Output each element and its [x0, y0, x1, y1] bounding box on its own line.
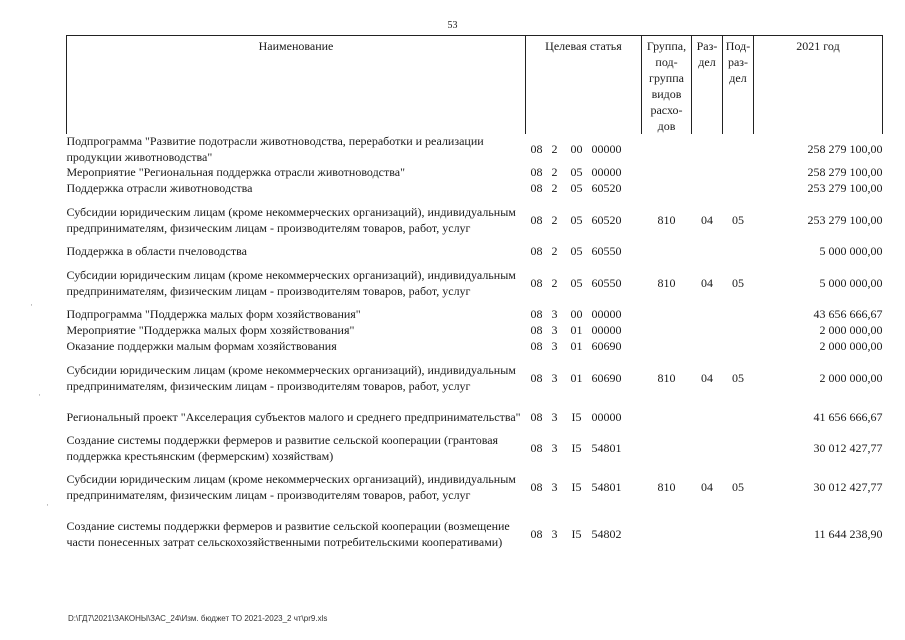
row-group: [642, 165, 692, 181]
target-article-part: 08: [530, 275, 543, 290]
row-section: 04: [701, 480, 713, 495]
table-header-row: [67, 36, 883, 135]
row-subsection: [723, 339, 754, 355]
row-name: Поддержка отрасли животноводства: [66, 181, 253, 196]
target-article-part: 54801: [591, 440, 622, 455]
table-row: [67, 433, 883, 464]
row-name: Субсидии юридическим лицам (кроме некоммерческих организаций), индивидуальным предпринимателям, физическим лицам - производителям товаров, работ, услуг: [66, 268, 516, 298]
row-name: Подпрограмма "Развитие подотрасли животноводства, переработки и реализации продукции животноводства": [66, 134, 484, 164]
row-subsection: [723, 165, 754, 181]
target-article-part: 3: [551, 409, 558, 424]
row-group: 810: [657, 370, 676, 385]
target-article-part: 3: [551, 323, 558, 338]
row-subsection: 05: [732, 370, 744, 385]
row-amount: 11 644 238,90: [813, 527, 883, 542]
target-article-part: 00000: [591, 323, 622, 338]
target-article-part: 2: [551, 275, 558, 290]
row-amount: 2 000 000,00: [819, 323, 883, 338]
table-row: [67, 402, 883, 433]
table-row: [67, 464, 883, 511]
target-article-part: 60550: [591, 244, 622, 259]
target-article-part: 00000: [591, 165, 622, 180]
row-subsection: [723, 307, 754, 323]
row-amount: 258 279 100,00: [807, 141, 883, 156]
row-group: [642, 511, 692, 558]
row-target-article: [526, 244, 642, 260]
target-article-part: 08: [530, 527, 543, 542]
row-group: [642, 134, 692, 165]
row-section: [692, 511, 723, 558]
row-subsection: 05: [732, 480, 744, 495]
target-article-part: I5: [571, 480, 582, 495]
row-section: [692, 402, 723, 433]
file-path-footer: D:\ГД7\2021\ЗАКОНЫ\ЗАС_24\Изм. бюджет ТО 2021-2023_2 чт\pr9.xls: [68, 614, 328, 623]
target-article-part: 08: [530, 440, 543, 455]
row-amount: 5 000 000,00: [819, 244, 883, 259]
budget-table-wrapper: [66, 35, 883, 558]
row-amount: 253 279 100,00: [807, 181, 883, 196]
row-name: Субсидии юридическим лицам (кроме некоммерческих организаций), индивидуальным предпринимателям, физическим лицам - производителям товаров, работ, услуг: [66, 472, 516, 502]
row-name: Подпрограмма "Поддержка малых форм хозяйствования": [66, 307, 361, 322]
target-article-part: 08: [530, 165, 543, 180]
target-article-part: 3: [551, 339, 558, 354]
row-subsection: [723, 134, 754, 165]
row-target-article: [526, 464, 642, 511]
target-article-part: 3: [551, 307, 558, 322]
target-article-part: 60550: [591, 275, 622, 290]
target-article-part: I5: [571, 527, 582, 542]
target-article-part: 01: [570, 339, 583, 354]
row-name: Оказание поддержки малым формам хозяйствования: [66, 339, 337, 354]
target-article-part: 2: [551, 244, 558, 259]
row-name: Создание системы поддержки фермеров и развитие сельской кооперации (грантовая поддержка крестьянским (фермерским) хозяйствам): [66, 433, 499, 463]
target-article-part: 00000: [591, 307, 622, 322]
target-article-part: 3: [551, 370, 558, 385]
table-row: [67, 181, 883, 197]
row-group: [642, 433, 692, 464]
table-row: [67, 307, 883, 323]
target-article-part: 08: [530, 370, 543, 385]
target-article-part: 00000: [591, 409, 622, 424]
target-article-part: 60690: [591, 339, 622, 354]
row-group: [642, 181, 692, 197]
header-year: 2021 год: [754, 36, 883, 135]
row-subsection: [723, 181, 754, 197]
table-row: [67, 355, 883, 402]
row-section: [692, 181, 723, 197]
target-article-part: 05: [570, 181, 583, 196]
row-target-article: [526, 307, 642, 323]
row-target-article: [526, 339, 642, 355]
row-subsection: [723, 433, 754, 464]
table-row: [67, 134, 883, 165]
table-row: [67, 260, 883, 307]
row-amount: 2 000 000,00: [819, 339, 883, 354]
target-article-part: 2: [551, 141, 558, 156]
target-article-part: 05: [570, 165, 583, 180]
page-number: 53: [447, 20, 458, 31]
margin-mark: ·: [46, 500, 49, 510]
row-group: [642, 402, 692, 433]
row-subsection: [723, 511, 754, 558]
table-row: [67, 165, 883, 181]
row-name: Мероприятие "Поддержка малых форм хозяйствования": [66, 323, 355, 338]
target-article-part: 00: [570, 307, 583, 322]
row-target-article: [526, 433, 642, 464]
header-group: Группа, под-группа видов расхо-дов: [642, 36, 692, 135]
target-article-part: 54801: [591, 480, 622, 495]
table-row: [67, 339, 883, 355]
table-row: [67, 244, 883, 260]
target-article-part: 3: [551, 440, 558, 455]
header-section: Раз-дел: [692, 36, 723, 135]
row-target-article: [526, 511, 642, 558]
row-amount: 5 000 000,00: [819, 275, 883, 290]
row-target-article: [526, 134, 642, 165]
row-target-article: [526, 165, 642, 181]
row-subsection: 05: [732, 212, 744, 227]
target-article-part: 01: [570, 370, 583, 385]
header-name: Наименование: [67, 36, 526, 135]
target-article-part: 01: [570, 323, 583, 338]
target-article-part: 08: [530, 181, 543, 196]
row-section: [692, 339, 723, 355]
target-article-part: 60520: [591, 181, 622, 196]
margin-mark: ·: [38, 390, 41, 400]
row-amount: 30 012 427,77: [813, 440, 883, 455]
row-section: [692, 165, 723, 181]
target-article-part: 00: [570, 141, 583, 156]
row-section: [692, 307, 723, 323]
target-article-part: 08: [530, 339, 543, 354]
target-article-part: 3: [551, 480, 558, 495]
row-group: [642, 323, 692, 339]
row-amount: 43 656 666,67: [813, 307, 883, 322]
row-amount: 30 012 427,77: [813, 480, 883, 495]
row-section: 04: [701, 370, 713, 385]
row-group: 810: [657, 275, 676, 290]
row-section: 04: [701, 275, 713, 290]
target-article-part: 60690: [591, 370, 622, 385]
table-row: [67, 323, 883, 339]
row-amount: 258 279 100,00: [807, 165, 883, 180]
table-row: [67, 197, 883, 244]
row-name: Поддержка в области пчеловодства: [66, 244, 247, 259]
target-article-part: 08: [530, 409, 543, 424]
target-article-part: 05: [570, 275, 583, 290]
target-article-part: 60520: [591, 212, 622, 227]
row-target-article: [526, 181, 642, 197]
row-name: Мероприятие "Региональная поддержка отрасли животноводства": [66, 165, 405, 180]
row-subsection: 05: [732, 275, 744, 290]
target-article-part: 05: [570, 212, 583, 227]
margin-mark: ·: [30, 300, 33, 310]
row-section: [692, 244, 723, 260]
target-article-part: 08: [530, 307, 543, 322]
target-article-part: I5: [571, 440, 582, 455]
row-name: Создание системы поддержки фермеров и развитие сельской кооперации (возмещение части понесенных затрат сельскохозяйственными потребительскими кооперативами): [66, 519, 510, 549]
row-group: 810: [657, 212, 676, 227]
row-subsection: [723, 402, 754, 433]
row-amount: 41 656 666,67: [813, 409, 883, 424]
row-name: Субсидии юридическим лицам (кроме некоммерческих организаций), индивидуальным предпринимателям, физическим лицам - производителям товаров, работ, услуг: [66, 205, 516, 235]
row-subsection: [723, 244, 754, 260]
header-subsection: Под-раз-дел: [723, 36, 754, 135]
row-target-article: [526, 260, 642, 307]
target-article-part: 08: [530, 141, 543, 156]
target-article-part: 05: [570, 244, 583, 259]
row-section: [692, 134, 723, 165]
row-target-article: [526, 197, 642, 244]
row-name: Региональный проект "Акселерация субъектов малого и среднего предпринимательства": [66, 409, 521, 424]
header-target: Целевая статья: [526, 36, 642, 135]
target-article-part: 08: [530, 480, 543, 495]
row-group: [642, 307, 692, 323]
target-article-part: 08: [530, 323, 543, 338]
target-article-part: 2: [551, 165, 558, 180]
target-article-part: 08: [530, 212, 543, 227]
row-amount: 2 000 000,00: [819, 370, 883, 385]
row-amount: 253 279 100,00: [807, 212, 883, 227]
target-article-part: I5: [571, 409, 582, 424]
target-article-part: 2: [551, 181, 558, 196]
target-article-part: 3: [551, 527, 558, 542]
row-target-article: [526, 323, 642, 339]
target-article-part: 08: [530, 244, 543, 259]
table-row: [67, 511, 883, 558]
row-target-article: [526, 355, 642, 402]
row-section: 04: [701, 212, 713, 227]
row-group: 810: [657, 480, 676, 495]
row-subsection: [723, 323, 754, 339]
row-group: [642, 339, 692, 355]
target-article-part: 54802: [591, 527, 622, 542]
row-group: [642, 244, 692, 260]
budget-table: [66, 35, 883, 558]
target-article-part: 2: [551, 212, 558, 227]
row-section: [692, 433, 723, 464]
row-target-article: [526, 402, 642, 433]
row-section: [692, 323, 723, 339]
row-name: Субсидии юридическим лицам (кроме некоммерческих организаций), индивидуальным предпринимателям, физическим лицам - производителям товаров, работ, услуг: [66, 363, 516, 393]
target-article-part: 00000: [591, 141, 622, 156]
